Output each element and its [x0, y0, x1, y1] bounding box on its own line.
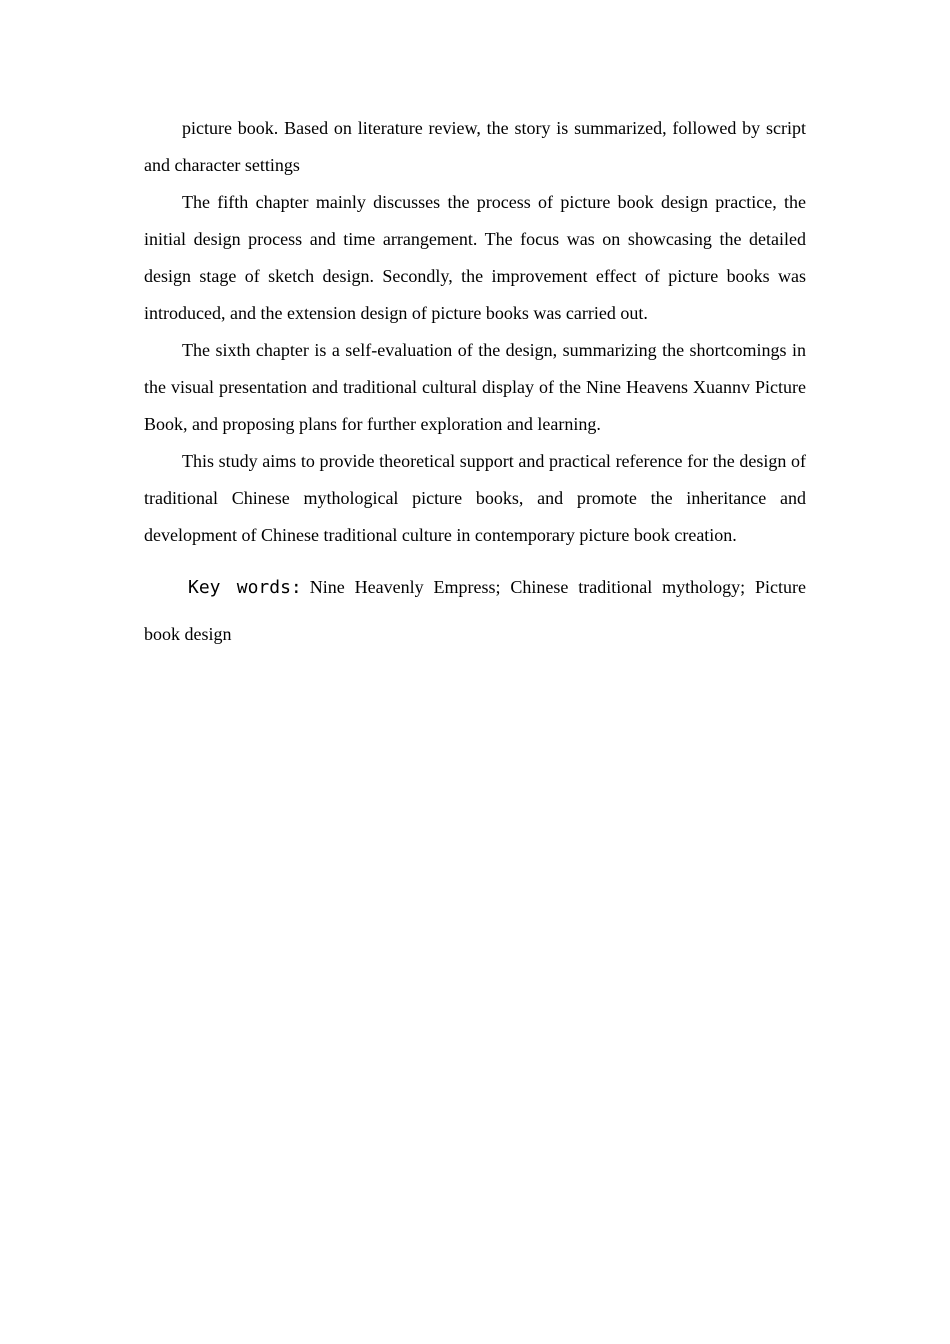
paragraph-continuation: picture book. Based on literature review, the story is summarized, followed by script and character settings: [144, 118, 806, 175]
paragraph-sixth-chapter: The sixth chapter is a self-evaluation of the design, summarizing the shortcomings in the visual presentation and traditional cultural display of the Nine Heavens Xuannv Picture Book, and proposing plans for further exploration and learning.: [144, 340, 806, 434]
keywords-value: Nine Heavenly Empress; Chinese traditional mythology; Picture book design: [144, 577, 807, 644]
keywords-label: Key words:: [188, 577, 302, 598]
paragraph-fifth-chapter: The fifth chapter mainly discusses the process of picture book design practice, the initial design process and time arrangement. The focus was on showcasing the detailed design stage of sketch design. Secondly, the improvement effect of picture books was introduced, and the extension design of picture books was carried out.: [144, 192, 806, 323]
paragraph-study-aim: This study aims to provide theoretical support and practical reference for the design of traditional Chinese mythological picture books, and promote the inheritance and development of Chinese traditional culture in contemporary picture book creation.: [144, 451, 806, 545]
abstract-body: [144, 110, 806, 658]
keywords-line: [144, 564, 806, 658]
